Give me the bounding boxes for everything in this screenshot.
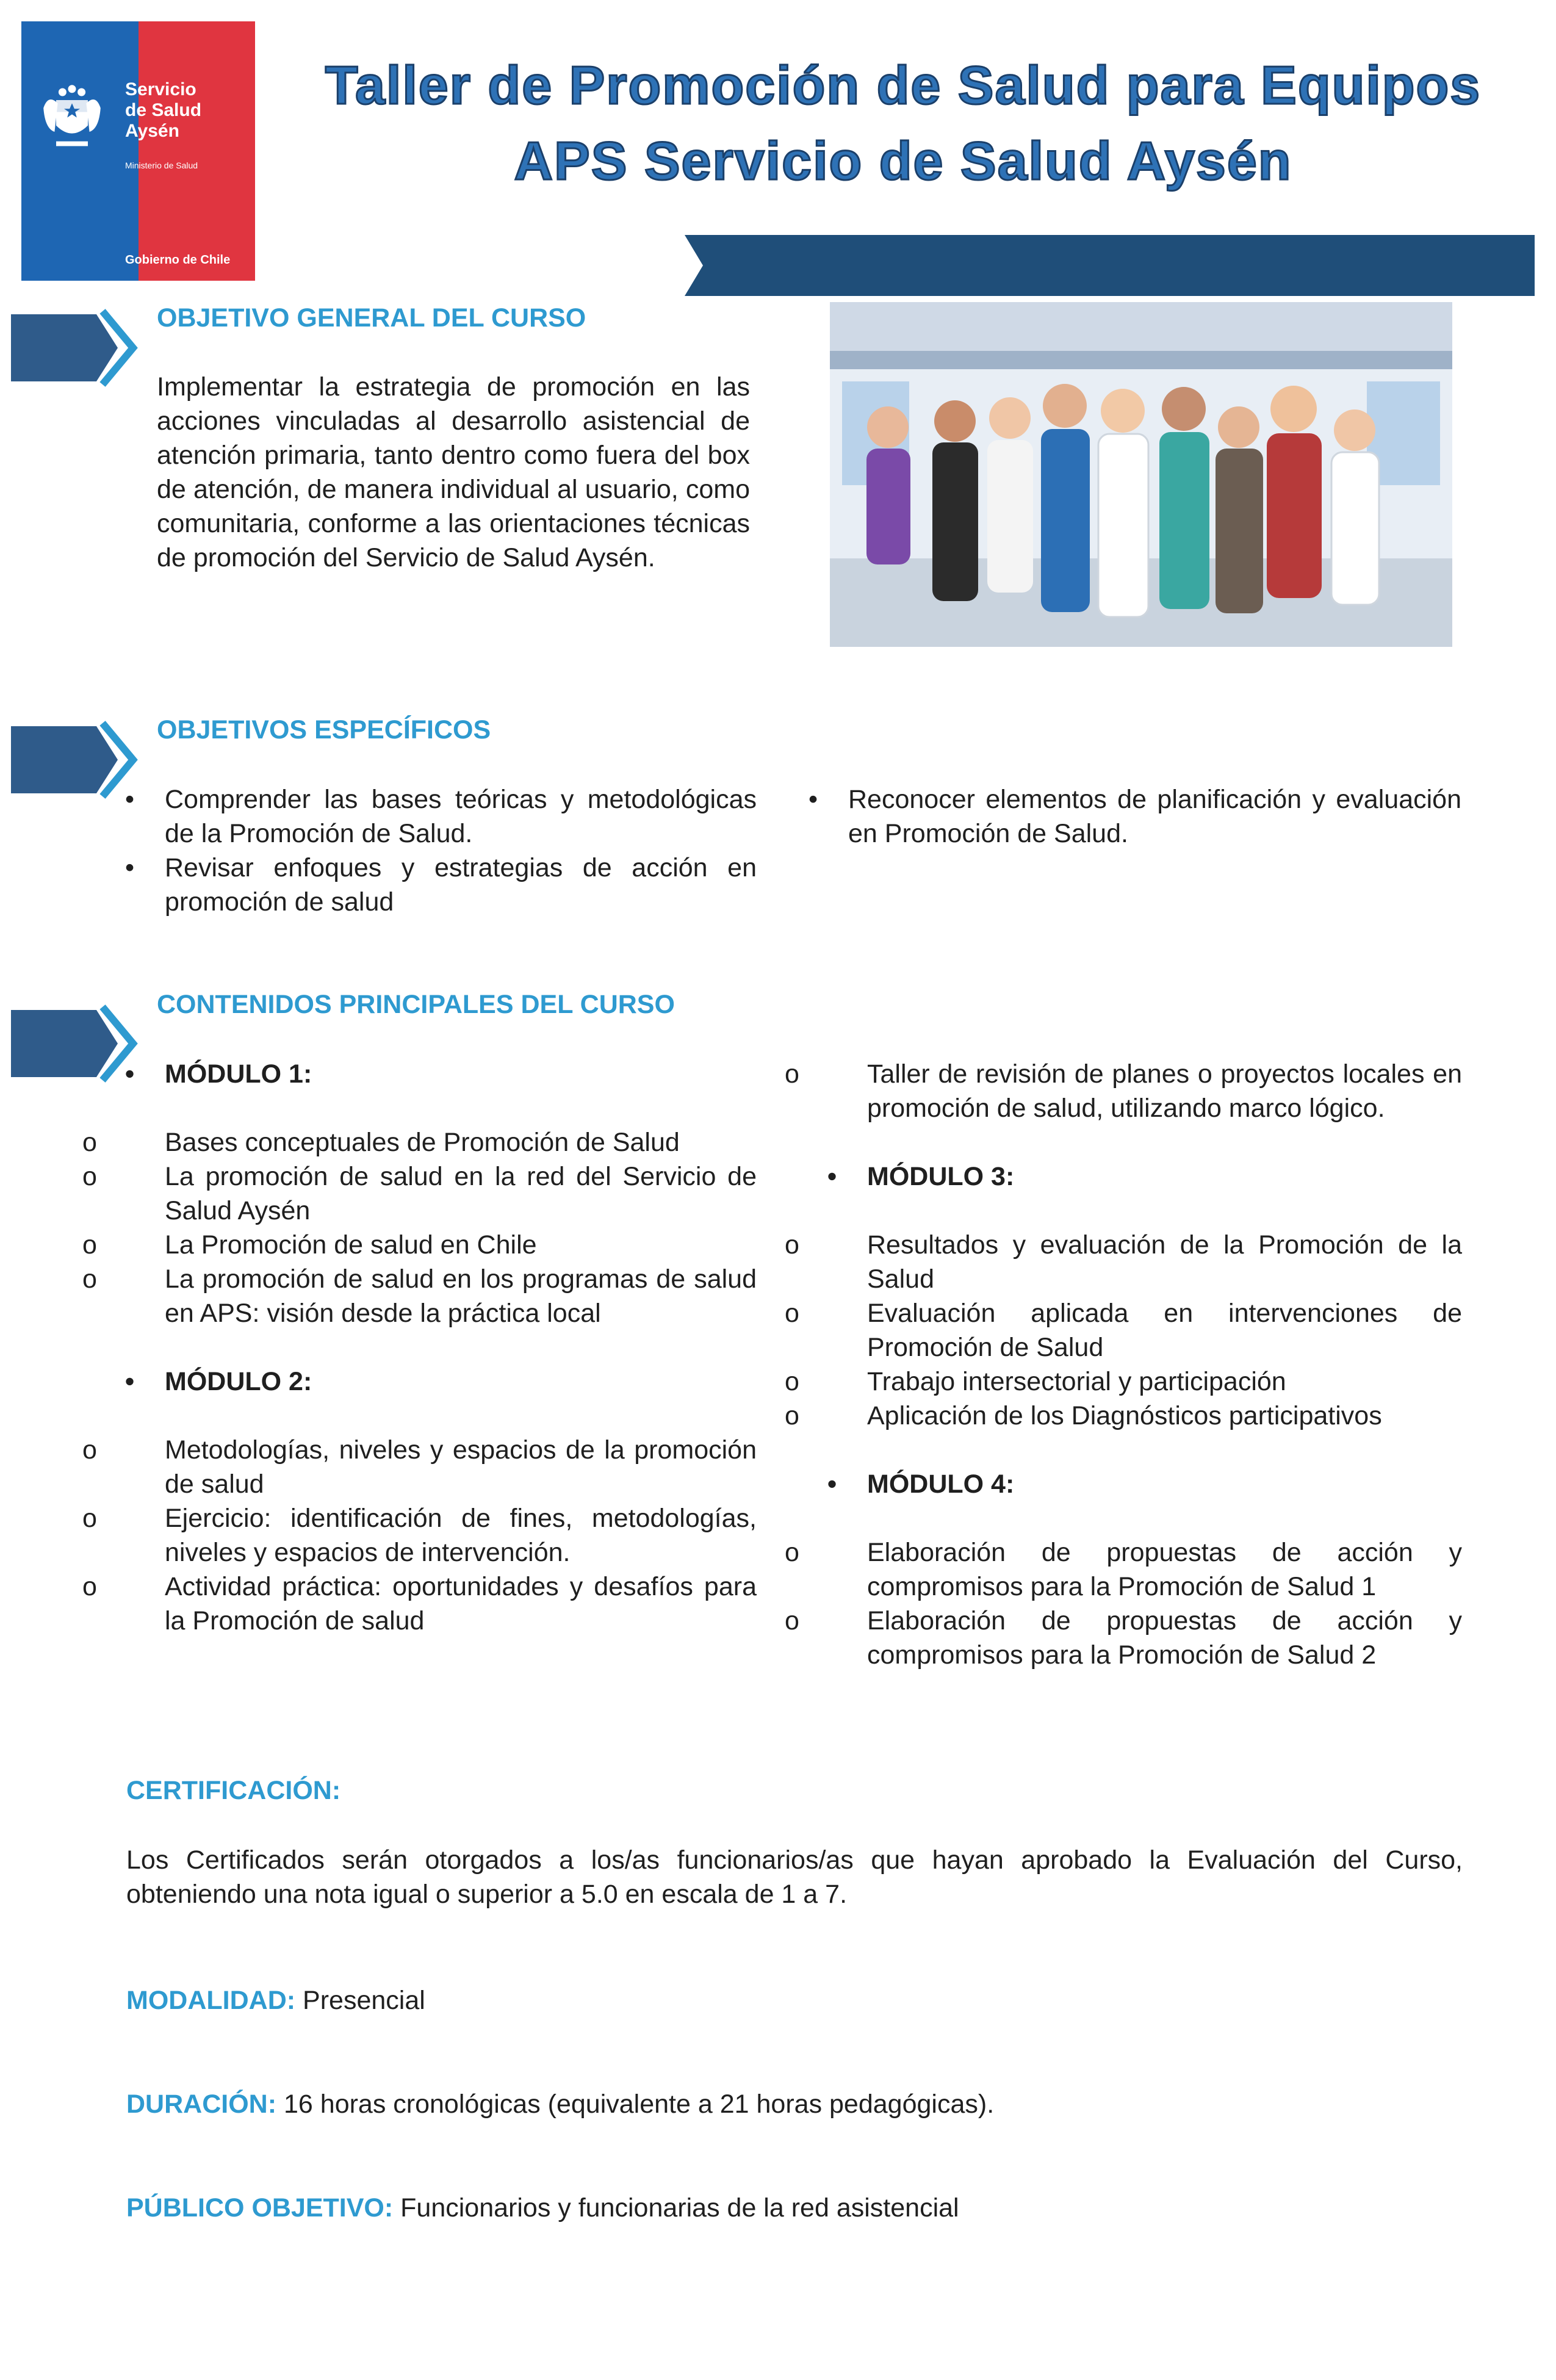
- objetivo-general-text: Implementar la estrategia de promoción en las acciones vinculadas al desarrollo asistencial de atención primaria, tanto dentro como fuera del box de atención, de manera individual al usuario, como comunitaria, conforme a las orientaciones técnicas de promoción del Servicio de Salud Aysén.: [157, 372, 750, 572]
- header-banner: [685, 235, 1535, 296]
- list-item: • Comprender las bases teóricas y metodológicas de la Promoción de Salud.: [125, 782, 757, 851]
- modulo-2-label-list: [125, 1365, 757, 1399]
- list-item: o Taller de revisión de planes o proyectos locales en promoción de salud, utilizando marco lógico.: [827, 1057, 1462, 1125]
- contenidos-right-column: [827, 1057, 1462, 1672]
- logo-line-2: de Salud: [125, 100, 202, 120]
- modulo-1-label-list: [125, 1057, 757, 1091]
- list-item: o Resultados y evaluación de la Promoción de la Salud: [827, 1228, 1462, 1296]
- modulo-4-items: [827, 1535, 1462, 1672]
- logo-blue-panel: [21, 21, 139, 281]
- list-item: o Actividad práctica: oportunidades y desafíos para la Promoción de salud: [125, 1570, 757, 1638]
- logo-line-3: Aysén: [125, 121, 179, 141]
- health-team-illustration: [830, 302, 1452, 647]
- list-item: o La promoción de salud en los programas de salud en APS: visión desde la práctica local: [125, 1262, 757, 1330]
- objetivos-especificos-heading: OBJETIVOS ESPECÍFICOS: [157, 715, 491, 745]
- modulo-2-items: [125, 1433, 757, 1638]
- list-item: o Elaboración de propuestas de acción y compromisos para la Promoción de Salud 2: [827, 1604, 1462, 1672]
- contenidos-left-column: [125, 1057, 757, 1638]
- duracion-line: [126, 2087, 994, 2121]
- modulo-2-continued-items: [827, 1057, 1462, 1125]
- list-item: • Revisar enfoques y estrategias de acción en promoción de salud: [125, 851, 757, 919]
- modulo-3-label: • MÓDULO 3:: [827, 1159, 1462, 1194]
- organization-logo: [21, 21, 255, 281]
- certificacion-heading: CERTIFICACIÓN:: [126, 1776, 341, 1805]
- logo-red-panel: [139, 21, 256, 281]
- title-line-1: Taller de Promoción de Salud para Equipos: [325, 55, 1482, 115]
- modulo-4-label: • MÓDULO 4:: [827, 1467, 1462, 1501]
- publico-label: PÚBLICO OBJETIVO:: [126, 2193, 394, 2223]
- modulo-1-label: • MÓDULO 1:: [125, 1057, 757, 1091]
- coat-of-arms-icon: [32, 76, 112, 156]
- publico-line: [126, 2191, 959, 2225]
- logo-government: Gobierno de Chile: [125, 253, 231, 267]
- modalidad-value: Presencial: [303, 1986, 425, 2015]
- list-item: o Trabajo intersectorial y participación: [827, 1365, 1462, 1399]
- list-item: o Elaboración de propuestas de acción y compromisos para la Promoción de Salud 1: [827, 1535, 1462, 1604]
- list-item: o Bases conceptuales de Promoción de Salud: [125, 1125, 757, 1159]
- title-line-2: APS Servicio de Salud Aysén: [514, 131, 1292, 191]
- section-chevron-icon: [11, 720, 139, 799]
- logo-ministry: Ministerio de Salud: [125, 160, 198, 170]
- modulo-3-label-list: [827, 1159, 1462, 1194]
- certificacion-text: Los Certificados serán otorgados a los/as funcionarios/as que hayan aprobado la Evaluación del Curso, obteniendo una nota igual o superior a 5.0 en escala de 1 a 7.: [126, 1845, 1463, 1909]
- objetivo-general-heading: OBJETIVO GENERAL DEL CURSO: [157, 303, 586, 333]
- list-item: o Evaluación aplicada en intervenciones de Promoción de Salud: [827, 1296, 1462, 1365]
- list-item: o Metodologías, niveles y espacios de la promoción de salud: [125, 1433, 757, 1501]
- list-item: o La promoción de salud en la red del Servicio de Salud Aysén: [125, 1159, 757, 1228]
- duracion-label: DURACIÓN:: [126, 2090, 277, 2119]
- list-item: o Aplicación de los Diagnósticos participativos: [827, 1399, 1462, 1433]
- page-title: [275, 48, 1532, 199]
- objetivos-especificos-left-list: [125, 782, 757, 919]
- section-chevron-icon: [11, 1004, 139, 1083]
- objetivos-especificos-right-list: [809, 782, 1461, 851]
- modulo-4-label-list: [827, 1467, 1462, 1501]
- modulo-2-label: • MÓDULO 2:: [125, 1365, 757, 1399]
- duracion-value: 16 horas cronológicas (equivalente a 21 horas pedagógicas).: [284, 2090, 995, 2119]
- list-item: • Reconocer elementos de planificación y evaluación en Promoción de Salud.: [809, 782, 1461, 851]
- logo-line-1: Servicio: [125, 79, 196, 99]
- list-item: o Ejercicio: identificación de fines, metodologías, niveles y espacios de intervención.: [125, 1501, 757, 1570]
- list-item: o La Promoción de salud en Chile: [125, 1228, 757, 1262]
- modulo-1-items: [125, 1125, 757, 1330]
- section-chevron-icon: [11, 308, 139, 388]
- publico-value: Funcionarios y funcionarias de la red asistencial: [400, 2193, 959, 2223]
- contenidos-heading: CONTENIDOS PRINCIPALES DEL CURSO: [157, 990, 675, 1019]
- modulo-3-items: [827, 1228, 1462, 1433]
- logo-org-name: [125, 79, 201, 142]
- modalidad-line: [126, 1983, 425, 2018]
- modalidad-label: MODALIDAD:: [126, 1986, 296, 2015]
